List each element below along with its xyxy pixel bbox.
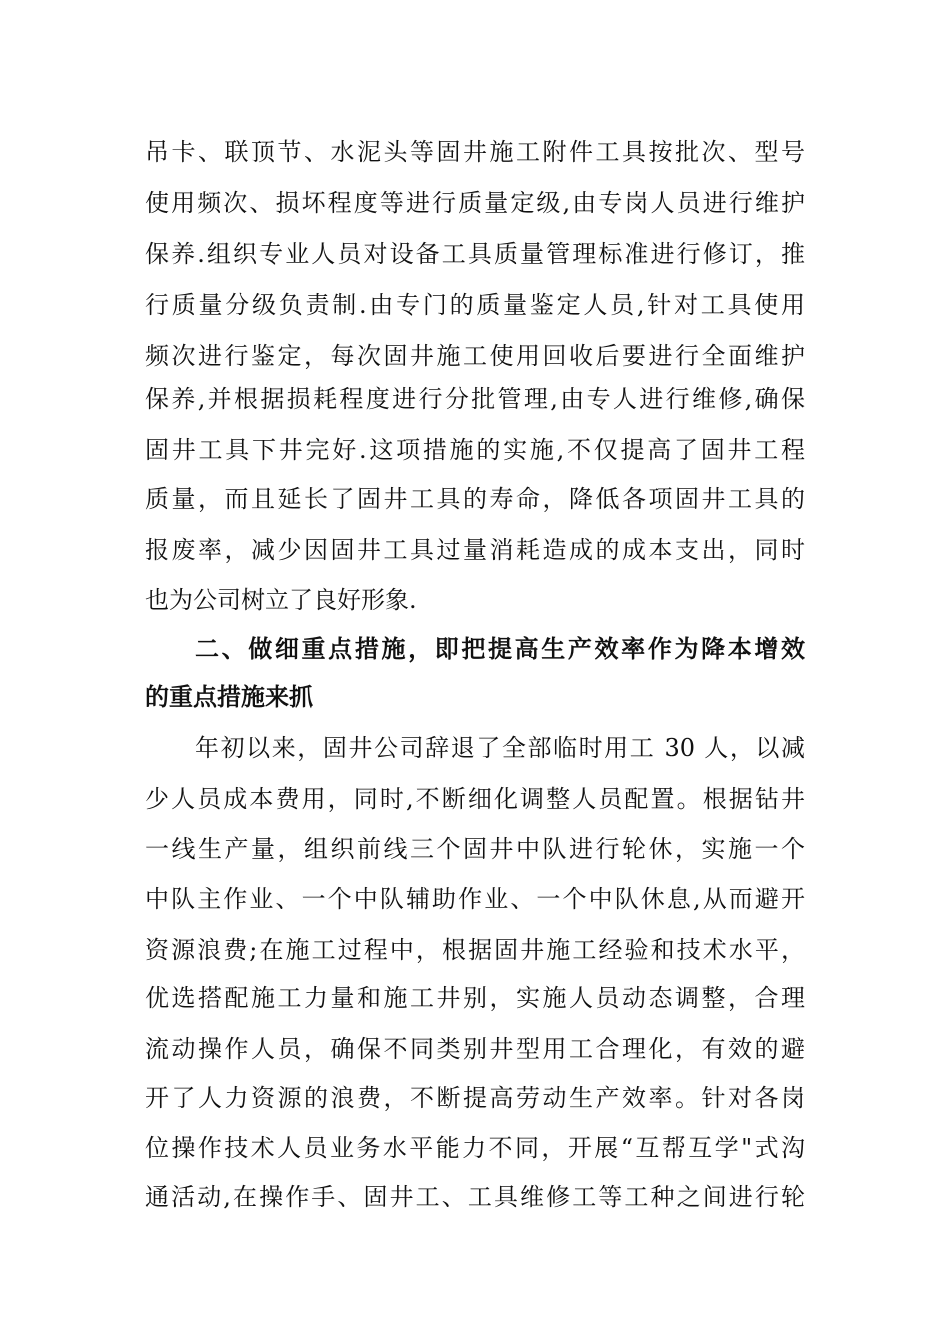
paragraph-line: 频次进行鉴定，每次固井施工使用回收后要进行全面维护: [145, 342, 805, 370]
paragraph-line: 位操作技术人员业务水平能力不同，开展“互帮互学"式沟: [145, 1134, 805, 1162]
paragraph-line: 年初以来，固井公司辞退了全部临时用工 30 人，以减: [195, 734, 805, 762]
paragraph-line: 通活动,在操作手、固井工、工具维修工等工种之间进行轮: [145, 1183, 805, 1211]
paragraph-line: 优选搭配施工力量和施工井别，实施人员动态调整，合理: [145, 984, 805, 1012]
paragraph-line: 质量，而且延长了固井工具的寿命，降低各项固井工具的: [145, 485, 805, 513]
paragraph-line: 吊卡、联顶节、水泥头等固井施工附件工具按批次、型号: [145, 138, 805, 166]
paragraph-line: 保养.组织专业人员对设备工具质量管理标准进行修订，推: [145, 240, 805, 268]
paragraph-line: 一线生产量，组织前线三个固井中队进行轮休，实施一个: [145, 835, 805, 863]
paragraph-line: 开了人力资源的浪费，不断提高劳动生产效率。针对各岗: [145, 1084, 805, 1112]
section-heading-line: 二、做细重点措施，即把提高生产效率作为降本增效: [195, 635, 805, 663]
paragraph-line: 中队主作业、一个中队辅助作业、一个中队休息,从而避开: [145, 885, 805, 913]
paragraph-line: 少人员成本费用，同时,不断细化调整人员配置。根据钻井: [145, 785, 805, 813]
paragraph-line: 流动操作人员，确保不同类别井型用工合理化，有效的避: [145, 1035, 805, 1063]
paragraph-line: 也为公司树立了良好形象.: [145, 586, 417, 614]
paragraph-line: 保养,并根据损耗程度进行分批管理,由专人进行维修,确保: [145, 385, 805, 413]
paragraph-line: 固井工具下井完好.这项措施的实施,不仅提高了固井工程: [145, 436, 805, 464]
paragraph-line: 资源浪费;在施工过程中，根据固井施工经验和技术水平，: [145, 936, 805, 964]
paragraph-line: 报废率，减少因固井工具过量消耗造成的成本支出，同时: [145, 536, 805, 564]
section-heading-line: 的重点措施来抓: [145, 683, 313, 711]
paragraph-line: 行质量分级负责制.由专门的质量鉴定人员,针对工具使用: [145, 291, 805, 319]
paragraph-line: 使用频次、损坏程度等进行质量定级,由专岗人员进行维护: [145, 189, 805, 217]
